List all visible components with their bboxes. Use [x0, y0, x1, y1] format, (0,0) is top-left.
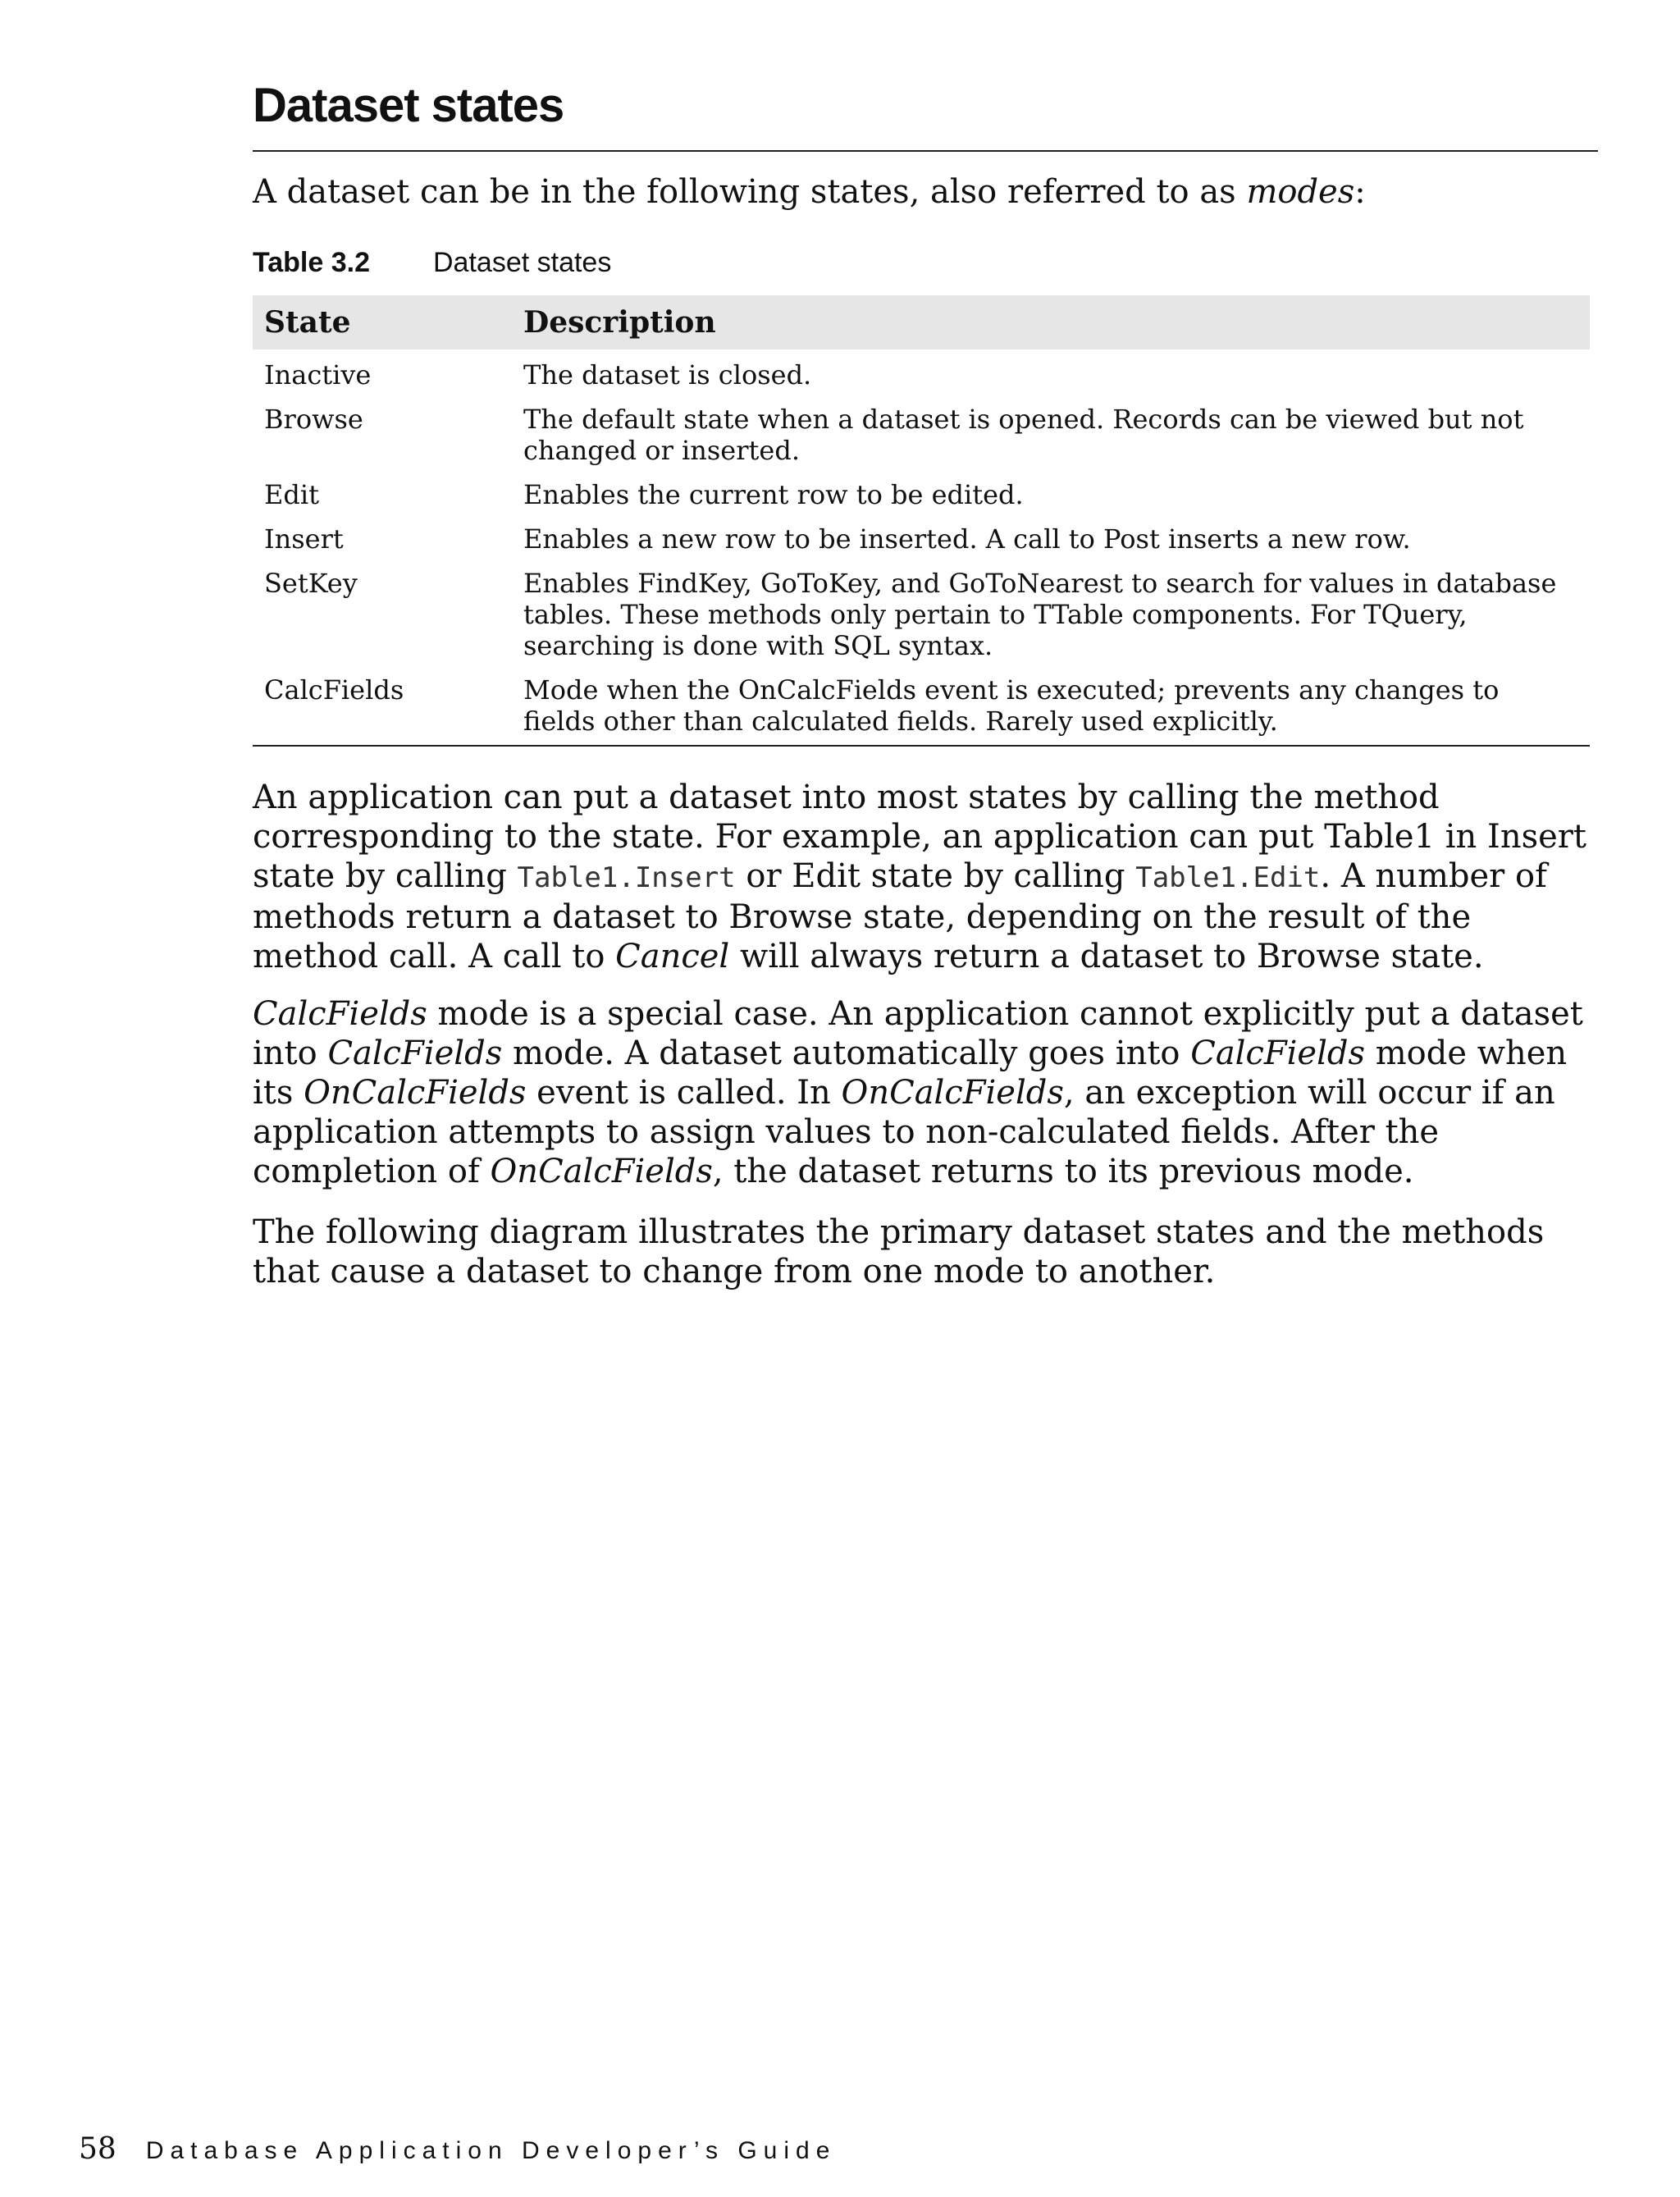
emphasis-oncalcfields: OnCalcFields: [490, 1153, 713, 1190]
page-number: 58: [79, 2132, 116, 2166]
states-table-container: [253, 295, 1590, 747]
description-cell: The default state when a dataset is opened. Records can be viewed but not changed or inserted.: [523, 404, 1524, 466]
column-header-state: State: [264, 305, 351, 340]
description-cell: Enables a new row to be inserted. A call to Post inserts a new row.: [523, 523, 1411, 555]
intro-paragraph: [253, 172, 1598, 212]
description-cell: Enables the current row to be edited.: [523, 479, 1024, 510]
column-header-description: Description: [523, 305, 716, 340]
heading-rule: [253, 150, 1598, 152]
table-row: [253, 558, 1590, 665]
state-cell: Browse: [264, 404, 363, 435]
emphasis-calcfields: CalcFields: [327, 1035, 503, 1072]
paragraph-text: , the dataset returns to its previous mode.: [712, 1153, 1414, 1190]
paragraph-text: mode when its: [253, 1035, 1568, 1112]
table-row: [253, 349, 1590, 394]
table-row: [253, 469, 1590, 514]
emphasis-cancel: Cancel: [615, 938, 730, 975]
code-table1-insert: Table1.Insert: [517, 861, 736, 894]
state-cell: Insert: [264, 523, 344, 555]
state-cell: Edit: [264, 479, 319, 510]
table-caption: [253, 246, 611, 279]
paragraph-text: or Edit state by calling: [735, 857, 1136, 895]
paragraph-text: will always return a dataset to Browse state.: [729, 938, 1484, 975]
state-cell: Inactive: [264, 359, 372, 391]
paragraph-text: An application can put a dataset into most states by calling the method corresponding to the state. For example, an application can put Table1 in Insert state by calling: [253, 779, 1586, 895]
paragraph-text: event is called. In: [526, 1074, 842, 1112]
emphasis-calcfields: CalcFields: [1190, 1035, 1366, 1072]
intro-emphasis: modes: [1246, 173, 1355, 211]
paragraph-diagram-intro: The following diagram illustrates the primary dataset states and the methods that cause a dataset to change from one mode to another.: [253, 1213, 1545, 1290]
table-row: [253, 394, 1590, 469]
table-caption-title: Dataset states: [433, 247, 612, 278]
code-table1-edit: Table1.Edit: [1135, 861, 1321, 894]
table-caption-number: Table 3.2: [253, 247, 370, 278]
description-cell: Mode when the OnCalcFields event is executed; prevents any changes to fields other than calculated fields. Rarely used explicitly.: [512, 665, 1590, 746]
table-header-row: [253, 295, 1590, 349]
paragraph-methods: [253, 778, 1598, 976]
paragraph-text: , an exception will occur if an application attempts to assign values to non-calculated fields. After the completion of: [253, 1074, 1555, 1190]
intro-end: :: [1354, 173, 1366, 211]
emphasis-oncalcfields: OnCalcFields: [304, 1074, 527, 1112]
book-title: Database Application Developer’s Guide: [145, 2137, 837, 2164]
page-footer: [79, 2133, 836, 2167]
states-table: [253, 295, 1590, 747]
table-row: [253, 665, 1590, 746]
paragraph-text: . A number of methods return a dataset to Browse state, depending on the result of the method call. A call to: [253, 857, 1547, 975]
state-cell: SetKey: [264, 568, 358, 599]
paragraph-calcfields: [253, 994, 1598, 1191]
description-cell: Enables FindKey, GoToKey, and GoToNearest to search for values in database tables. These methods only pertain to TTable components. For TQuery, searching is done with SQL syntax.: [523, 568, 1557, 661]
section-heading: Dataset states: [253, 79, 564, 132]
state-cell: CalcFields: [253, 665, 512, 746]
emphasis-oncalcfields: OnCalcFields: [841, 1074, 1064, 1112]
paragraph-text: mode. A dataset automatically goes into: [502, 1035, 1191, 1072]
paragraph-text: mode is a special case. An application cannot explicitly put a dataset into: [253, 995, 1583, 1072]
intro-text: A dataset can be in the following states, also referred to as: [253, 173, 1247, 211]
table-row: [253, 514, 1590, 558]
description-cell: The dataset is closed.: [523, 359, 812, 391]
emphasis-calcfields: CalcFields: [253, 995, 427, 1033]
